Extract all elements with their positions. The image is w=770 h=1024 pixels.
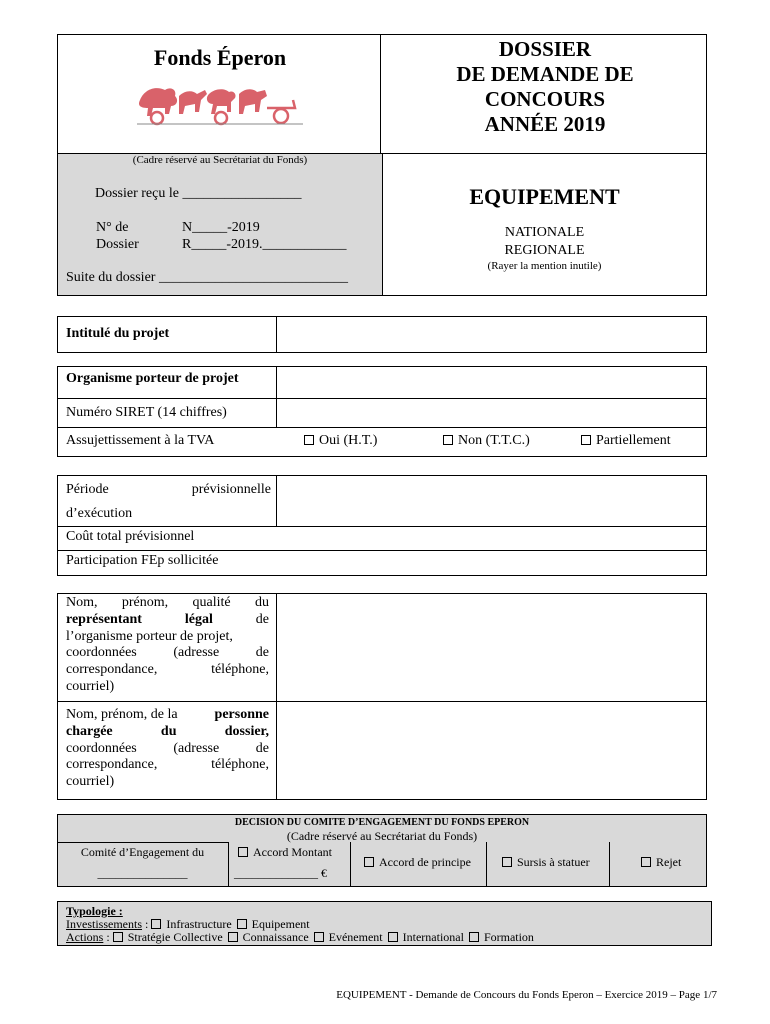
organism-label: Organisme porteur de projet <box>66 371 239 386</box>
legal-l4a: coordonnées <box>66 645 137 661</box>
siret-label: Numéro SIRET (14 chiffres) <box>66 405 227 420</box>
legal-l1d: du <box>255 595 269 610</box>
sursis-option[interactable] <box>502 855 590 870</box>
category-options <box>382 224 707 260</box>
accord-principe-label: Accord de principe <box>379 855 471 869</box>
tva-option-non-label: Non (T.T.C.) <box>458 433 530 448</box>
dossier-title <box>400 37 690 137</box>
received-date-field[interactable]: Dossier reçu le _________________ <box>95 186 302 201</box>
legal-l2b: légal <box>184 611 213 627</box>
tva-option-oui-label: Oui (H.T.) <box>319 433 378 448</box>
category-title: EQUIPEMENT <box>469 184 620 209</box>
contact-person-label <box>66 707 269 791</box>
checkbox-icon[interactable] <box>581 435 591 445</box>
legal-l4b: (adresse <box>173 645 220 661</box>
dossier-title-line-3: CONCOURS <box>484 87 606 111</box>
period-label-1a: Période <box>66 482 109 497</box>
cost-label: Coût total prévisionnel <box>66 529 195 544</box>
secretariat-note: (Cadre réservé au Secrétariat du Fonds) <box>132 154 308 166</box>
amount-field[interactable]: ______________ € <box>234 866 327 880</box>
participation-input[interactable] <box>277 551 706 575</box>
siret-input[interactable] <box>277 399 706 427</box>
org-name: Fonds Éperon <box>153 45 287 70</box>
investments-sep: : <box>142 917 152 931</box>
period-label-1b: prévisionnelle <box>191 482 271 497</box>
checkbox-icon[interactable] <box>364 857 374 867</box>
dossier-number-label <box>96 219 139 253</box>
decision-note: (Cadre réservé au Secrétariat du Fonds) <box>286 829 478 843</box>
legal-l3: l’organisme porteur de projet, <box>66 628 233 644</box>
dossier-number-n[interactable]: N_____-2019 <box>182 220 260 235</box>
dossier-number-r[interactable]: R_____-2019.____________ <box>182 237 347 252</box>
checkbox-icon[interactable] <box>151 919 161 929</box>
person-l2a: chargée <box>66 723 113 739</box>
tva-option-non[interactable] <box>443 433 530 449</box>
rejet-option[interactable] <box>641 855 681 870</box>
checkbox-icon[interactable] <box>113 932 123 942</box>
invest-equipement: Equipement <box>251 917 310 931</box>
dossier-number-label-2: Dossier <box>96 237 139 252</box>
investments-label: Investissements <box>66 917 142 931</box>
person-l1b: personne <box>214 707 269 722</box>
option-nationale[interactable]: NATIONALE <box>504 225 585 240</box>
checkbox-icon[interactable] <box>469 932 479 942</box>
header-divider <box>380 34 381 154</box>
project-title-input[interactable] <box>277 317 706 352</box>
legal-l1c: qualité <box>192 595 231 610</box>
typologie-title: Typologie : <box>66 904 123 918</box>
legal-representative-label <box>66 595 269 696</box>
actions-label: Actions <box>66 930 104 944</box>
actions-sep: : <box>103 930 113 944</box>
dossier-title-line-1: DOSSIER <box>498 37 592 61</box>
legal-l1a: Nom, <box>66 595 98 610</box>
contact-person-input[interactable] <box>277 702 706 799</box>
accord-montant-option[interactable] <box>238 845 332 860</box>
checkbox-icon[interactable] <box>238 847 248 857</box>
rejet-label: Rejet <box>656 855 682 869</box>
checkbox-icon[interactable] <box>304 435 314 445</box>
checkbox-icon[interactable] <box>228 932 238 942</box>
legal-representative-input[interactable] <box>277 594 706 701</box>
cost-input[interactable] <box>277 527 706 550</box>
accord-principe-option[interactable] <box>364 855 471 870</box>
person-l3a: coordonnées <box>66 740 137 756</box>
action-connaissance: Connaissance <box>242 930 309 944</box>
category-hint: (Rayer la mention inutile) <box>487 260 602 272</box>
period-label <box>66 478 271 526</box>
legal-l4c: de <box>255 645 269 661</box>
sursis-label: Sursis à statuer <box>517 855 590 869</box>
legal-l6: courriel) <box>66 678 115 694</box>
legal-l2a: représentant <box>66 611 142 627</box>
option-regionale[interactable]: REGIONALE <box>504 243 585 258</box>
checkbox-icon[interactable] <box>443 435 453 445</box>
tva-option-oui[interactable] <box>304 433 377 449</box>
committee-date-field[interactable]: _______________ <box>97 866 188 880</box>
tva-option-partiel-label: Partiellement <box>596 433 671 448</box>
page-footer: EQUIPEMENT - Demande de Concours du Fonds Eperon – Exercice 2019 – Page 1/7 <box>336 989 717 1001</box>
action-evenement: Evénement <box>328 930 383 944</box>
person-l5: courriel) <box>66 774 115 790</box>
fonds-eperon-logo <box>135 78 305 126</box>
person-l1a: Nom, prénom, de la <box>66 707 178 722</box>
checkbox-icon[interactable] <box>388 932 398 942</box>
organism-input[interactable] <box>277 367 706 398</box>
action-strategie: Stratégie Collective <box>127 930 223 944</box>
tva-label: Assujettissement à la TVA <box>66 433 215 448</box>
person-l2b: du <box>160 723 177 739</box>
person-l4b: téléphone, <box>211 757 269 773</box>
dossier-title-line-4: ANNÉE 2019 <box>484 112 606 136</box>
dossier-title-line-2: DE DEMANDE DE <box>456 62 634 86</box>
period-label-2: d’exécution <box>66 506 133 521</box>
person-l3b: (adresse <box>173 740 220 756</box>
tva-option-partiel[interactable] <box>581 433 671 449</box>
checkbox-icon[interactable] <box>237 919 247 929</box>
checkbox-icon[interactable] <box>641 857 651 867</box>
legal-l1b: prénom, <box>121 595 169 610</box>
suite-field[interactable]: Suite du dossier ___________________________ <box>66 270 348 285</box>
person-l3c: de <box>255 740 269 756</box>
person-l4a: correspondance, <box>66 757 158 773</box>
legal-l5b: téléphone, <box>211 662 269 678</box>
accord-montant-label: Accord Montant <box>253 845 332 859</box>
checkbox-icon[interactable] <box>314 932 324 942</box>
dossier-number-values[interactable] <box>182 219 347 253</box>
dossier-number-label-1: N° de <box>96 220 129 235</box>
project-title-label: Intitulé du projet <box>66 326 170 341</box>
period-input[interactable] <box>277 476 706 526</box>
person-l2c: dossier, <box>224 723 269 739</box>
committee-label: Comité d’Engagement du <box>80 845 205 859</box>
checkbox-icon[interactable] <box>502 857 512 867</box>
legal-l2c: de <box>255 611 269 627</box>
actions-row <box>66 930 534 945</box>
legal-l5a: correspondance, <box>66 662 158 678</box>
action-formation: Formation <box>483 930 534 944</box>
participation-label: Participation FEp sollicitée <box>66 553 219 568</box>
decision-title: DECISION DU COMITE D’ENGAGEMENT DU FONDS EPERON <box>234 817 530 828</box>
action-international: International <box>402 930 464 944</box>
invest-infrastructure: Infrastructure <box>166 917 232 931</box>
